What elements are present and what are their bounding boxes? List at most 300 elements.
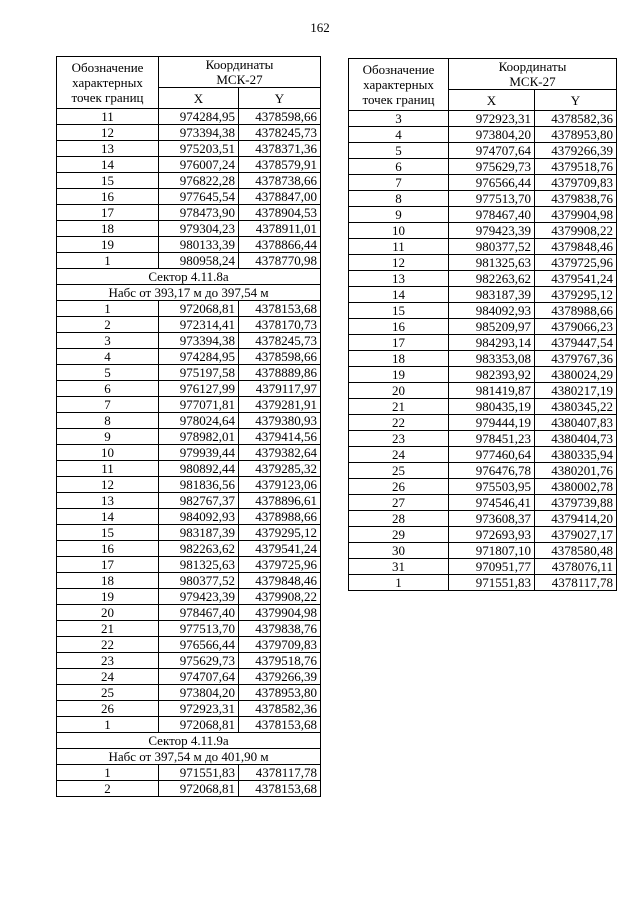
coordinates-table-left [56, 56, 321, 797]
coord-y: 4380002,78 [535, 479, 617, 495]
coord-y: 4379295,12 [535, 287, 617, 303]
table-row [349, 367, 617, 383]
point-number: 23 [349, 431, 449, 447]
coord-y: 4379709,83 [239, 637, 321, 653]
sector-title-row [57, 285, 321, 301]
coord-x: 978451,23 [449, 431, 535, 447]
point-number: 15 [349, 303, 449, 319]
coord-x: 981325,63 [159, 557, 239, 573]
point-number: 14 [349, 287, 449, 303]
coord-x: 985209,97 [449, 319, 535, 335]
coord-x: 971807,10 [449, 543, 535, 559]
table-row [57, 477, 321, 493]
point-number: 1 [57, 301, 159, 317]
header-label-line1: Обозначение [362, 62, 435, 77]
coord-x: 975503,95 [449, 479, 535, 495]
coord-x: 978024,64 [159, 413, 239, 429]
table-row [349, 543, 617, 559]
table-row [57, 541, 321, 557]
coord-x: 973804,20 [449, 127, 535, 143]
point-number: 10 [57, 445, 159, 461]
point-number: 1 [349, 575, 449, 591]
table-row [57, 653, 321, 669]
point-number: 24 [57, 669, 159, 685]
coord-x: 979423,39 [449, 223, 535, 239]
table-row [57, 717, 321, 733]
table-row [349, 319, 617, 335]
coord-x: 984092,93 [449, 303, 535, 319]
table-row [349, 351, 617, 367]
coord-x: 974707,64 [449, 143, 535, 159]
table-row [349, 303, 617, 319]
coord-y: 4378847,00 [239, 189, 321, 205]
coord-x: 981836,56 [159, 477, 239, 493]
coord-x: 972068,81 [159, 781, 239, 797]
header-y: Y [239, 88, 321, 109]
point-number: 17 [57, 205, 159, 221]
coord-x: 977513,70 [449, 191, 535, 207]
point-number: 8 [349, 191, 449, 207]
coord-y: 4379541,24 [239, 541, 321, 557]
table-row [57, 413, 321, 429]
coord-x: 977645,54 [159, 189, 239, 205]
coord-y: 4378988,66 [239, 509, 321, 525]
table-row [57, 429, 321, 445]
header-label-line2: характерных [363, 77, 434, 92]
coord-x: 982263,62 [449, 271, 535, 287]
coord-x: 972068,81 [159, 717, 239, 733]
coord-x: 980892,44 [159, 461, 239, 477]
coord-x: 982393,92 [449, 367, 535, 383]
point-number: 8 [57, 413, 159, 429]
coord-x: 974707,64 [159, 669, 239, 685]
sector-title-row [57, 749, 321, 765]
coord-x: 971551,83 [449, 575, 535, 591]
coord-x: 982263,62 [159, 541, 239, 557]
coord-x: 983187,39 [449, 287, 535, 303]
table-row [57, 141, 321, 157]
coord-x: 978467,40 [159, 605, 239, 621]
point-number: 7 [349, 175, 449, 191]
coord-y: 4378904,53 [239, 205, 321, 221]
coord-y: 4379414,56 [239, 429, 321, 445]
table-row [349, 271, 617, 287]
table-row [57, 333, 321, 349]
header-label-line2: характерных [72, 75, 143, 90]
header-coords-line1: Координаты [205, 57, 274, 72]
coord-y: 4378988,66 [535, 303, 617, 319]
coord-y: 4380345,22 [535, 399, 617, 415]
table-row [349, 191, 617, 207]
table-row [349, 479, 617, 495]
coord-y: 4378245,73 [239, 333, 321, 349]
point-number: 31 [349, 559, 449, 575]
coord-y: 4379518,76 [239, 653, 321, 669]
point-number: 20 [349, 383, 449, 399]
sector-title: Сектор 4.11.8а [57, 269, 321, 285]
coord-x: 973608,37 [449, 511, 535, 527]
coord-y: 4380407,83 [535, 415, 617, 431]
coord-y: 4378117,78 [239, 765, 321, 781]
coord-y: 4378911,01 [239, 221, 321, 237]
point-number: 1 [57, 253, 159, 269]
point-number: 3 [57, 333, 159, 349]
coord-x: 976007,24 [159, 157, 239, 173]
table-left-body [57, 109, 321, 797]
coord-y: 4378953,80 [239, 685, 321, 701]
point-number: 12 [57, 125, 159, 141]
point-number: 21 [349, 399, 449, 415]
coord-x: 974546,41 [449, 495, 535, 511]
coord-y: 4378896,61 [239, 493, 321, 509]
coord-x: 983187,39 [159, 525, 239, 541]
header-x: X [159, 88, 239, 109]
table-row [349, 127, 617, 143]
coord-y: 4380335,94 [535, 447, 617, 463]
point-number: 19 [349, 367, 449, 383]
coord-y: 4379414,20 [535, 511, 617, 527]
coord-y: 4379066,23 [535, 319, 617, 335]
coord-y: 4379848,46 [535, 239, 617, 255]
coord-x: 976566,44 [449, 175, 535, 191]
point-number: 13 [57, 141, 159, 157]
point-number: 13 [57, 493, 159, 509]
table-row [349, 255, 617, 271]
point-number: 9 [57, 429, 159, 445]
coord-y: 4379838,76 [239, 621, 321, 637]
coord-y: 4378770,98 [239, 253, 321, 269]
coord-y: 4378889,86 [239, 365, 321, 381]
point-number: 1 [57, 717, 159, 733]
table-row [349, 383, 617, 399]
coordinates-table-right [348, 58, 617, 591]
point-number: 3 [349, 111, 449, 127]
coord-x: 972314,41 [159, 317, 239, 333]
table-row [57, 301, 321, 317]
coord-y: 4379123,06 [239, 477, 321, 493]
point-number: 25 [349, 463, 449, 479]
point-number: 14 [57, 509, 159, 525]
table-row [349, 575, 617, 591]
coord-y: 4379295,12 [239, 525, 321, 541]
coord-x: 979423,39 [159, 589, 239, 605]
coord-x: 978467,40 [449, 207, 535, 223]
table-row [349, 223, 617, 239]
point-number: 12 [57, 477, 159, 493]
coord-x: 979939,44 [159, 445, 239, 461]
point-number: 11 [349, 239, 449, 255]
coord-y: 4379908,22 [535, 223, 617, 239]
coord-x: 976566,44 [159, 637, 239, 653]
coord-y: 4379908,22 [239, 589, 321, 605]
sector-title-row [57, 733, 321, 749]
point-number: 12 [349, 255, 449, 271]
table-row [57, 605, 321, 621]
coord-y: 4378738,66 [239, 173, 321, 189]
table-row [57, 525, 321, 541]
coord-x: 973394,38 [159, 125, 239, 141]
point-number: 22 [57, 637, 159, 653]
coord-x: 972923,31 [159, 701, 239, 717]
table-row [349, 399, 617, 415]
table-row [57, 445, 321, 461]
coord-y: 4379709,83 [535, 175, 617, 191]
coord-x: 980377,52 [449, 239, 535, 255]
table-row [349, 415, 617, 431]
table-row [57, 621, 321, 637]
table-row [57, 397, 321, 413]
table-row [57, 461, 321, 477]
coord-x: 981325,63 [449, 255, 535, 271]
table-row [57, 157, 321, 173]
coord-y: 4380217,19 [535, 383, 617, 399]
point-number: 27 [349, 495, 449, 511]
point-number: 17 [349, 335, 449, 351]
coord-y: 4380201,76 [535, 463, 617, 479]
coord-x: 971551,83 [159, 765, 239, 781]
coord-y: 4379904,98 [239, 605, 321, 621]
table-row [57, 221, 321, 237]
coord-x: 981419,87 [449, 383, 535, 399]
coord-x: 980435,19 [449, 399, 535, 415]
coord-y: 4379117,97 [239, 381, 321, 397]
table-row [57, 589, 321, 605]
coord-x: 984092,93 [159, 509, 239, 525]
table-row [57, 765, 321, 781]
coord-y: 4379904,98 [535, 207, 617, 223]
header-coordinates [159, 57, 321, 88]
coord-y: 4378580,48 [535, 543, 617, 559]
table-row [57, 349, 321, 365]
table-row [349, 511, 617, 527]
table-row [57, 365, 321, 381]
table-row [57, 573, 321, 589]
coord-y: 4379725,96 [535, 255, 617, 271]
point-number: 16 [349, 319, 449, 335]
point-number: 25 [57, 685, 159, 701]
table-row [57, 317, 321, 333]
coord-y: 4379266,39 [239, 669, 321, 685]
point-number: 2 [57, 781, 159, 797]
point-number: 21 [57, 621, 159, 637]
coord-x: 982767,37 [159, 493, 239, 509]
point-number: 18 [349, 351, 449, 367]
table-row [57, 781, 321, 797]
coord-x: 976476,78 [449, 463, 535, 479]
coord-x: 979304,23 [159, 221, 239, 237]
point-number: 28 [349, 511, 449, 527]
coord-x: 979444,19 [449, 415, 535, 431]
point-number: 16 [57, 189, 159, 205]
coord-y: 4379266,39 [535, 143, 617, 159]
coord-y: 4378866,44 [239, 237, 321, 253]
coord-x: 974284,95 [159, 349, 239, 365]
coord-x: 973804,20 [159, 685, 239, 701]
point-number: 19 [57, 589, 159, 605]
table-row [349, 495, 617, 511]
point-number: 7 [57, 397, 159, 413]
point-number: 26 [57, 701, 159, 717]
header-coords-line2: МСК-27 [509, 74, 556, 89]
coord-y: 4379848,46 [239, 573, 321, 589]
point-number: 15 [57, 525, 159, 541]
point-number: 17 [57, 557, 159, 573]
coord-x: 976127,99 [159, 381, 239, 397]
header-label-line3: точек границ [71, 90, 144, 105]
coord-y: 4378371,36 [239, 141, 321, 157]
table-right-body [349, 111, 617, 591]
coord-x: 983353,08 [449, 351, 535, 367]
sector-title: Сектор 4.11.9а [57, 733, 321, 749]
table-row [57, 205, 321, 221]
coord-x: 978473,90 [159, 205, 239, 221]
point-number: 18 [57, 573, 159, 589]
header-label-line1: Обозначение [71, 60, 144, 75]
point-number: 5 [349, 143, 449, 159]
point-number: 5 [57, 365, 159, 381]
table-row [349, 287, 617, 303]
table-row [57, 509, 321, 525]
header-point-label [349, 59, 449, 111]
point-number: 11 [57, 109, 159, 125]
page-number: 162 [310, 20, 330, 35]
coord-x: 984293,14 [449, 335, 535, 351]
point-number: 13 [349, 271, 449, 287]
coord-y: 4379281,91 [239, 397, 321, 413]
point-number: 6 [349, 159, 449, 175]
header-y: Y [535, 90, 617, 111]
point-number: 22 [349, 415, 449, 431]
coord-x: 975629,73 [449, 159, 535, 175]
coord-y: 4379838,76 [535, 191, 617, 207]
coord-y: 4378117,78 [535, 575, 617, 591]
point-number: 20 [57, 605, 159, 621]
table-row [349, 559, 617, 575]
coord-y: 4379285,32 [239, 461, 321, 477]
coord-x: 975203,51 [159, 141, 239, 157]
table-row [349, 463, 617, 479]
coord-y: 4378076,11 [535, 559, 617, 575]
coord-x: 978982,01 [159, 429, 239, 445]
point-number: 2 [57, 317, 159, 333]
coord-y: 4379518,76 [535, 159, 617, 175]
table-row [57, 557, 321, 573]
coord-x: 975629,73 [159, 653, 239, 669]
coord-x: 977460,64 [449, 447, 535, 463]
coord-y: 4378598,66 [239, 109, 321, 125]
coord-y: 4378598,66 [239, 349, 321, 365]
table-row [349, 111, 617, 127]
coord-y: 4378170,73 [239, 317, 321, 333]
coord-y: 4379541,24 [535, 271, 617, 287]
coord-x: 980377,52 [159, 573, 239, 589]
point-number: 10 [349, 223, 449, 239]
table-row [349, 143, 617, 159]
point-number: 24 [349, 447, 449, 463]
coord-x: 972923,31 [449, 111, 535, 127]
coord-y: 4379767,36 [535, 351, 617, 367]
point-number: 18 [57, 221, 159, 237]
coord-y: 4380404,73 [535, 431, 617, 447]
coord-y: 4378153,68 [239, 717, 321, 733]
point-number: 6 [57, 381, 159, 397]
table-row [57, 637, 321, 653]
coord-y: 4379382,64 [239, 445, 321, 461]
coord-x: 974284,95 [159, 109, 239, 125]
coord-x: 970951,77 [449, 559, 535, 575]
header-coordinates [449, 59, 617, 90]
coord-y: 4380024,29 [535, 367, 617, 383]
table-row [57, 109, 321, 125]
coord-x: 980958,24 [159, 253, 239, 269]
header-coords-line2: МСК-27 [216, 72, 263, 87]
table-row [349, 159, 617, 175]
coord-y: 4378953,80 [535, 127, 617, 143]
coord-y: 4378153,68 [239, 781, 321, 797]
coord-x: 977071,81 [159, 397, 239, 413]
coord-y: 4378153,68 [239, 301, 321, 317]
coord-y: 4378245,73 [239, 125, 321, 141]
table-row [57, 237, 321, 253]
sector-title: Набс от 397,54 м до 401,90 м [57, 749, 321, 765]
table-row [57, 685, 321, 701]
point-number: 14 [57, 157, 159, 173]
table-row [349, 335, 617, 351]
point-number: 30 [349, 543, 449, 559]
table-row [349, 207, 617, 223]
coord-x: 977513,70 [159, 621, 239, 637]
table-row [349, 175, 617, 191]
point-number: 9 [349, 207, 449, 223]
coord-x: 980133,39 [159, 237, 239, 253]
point-number: 11 [57, 461, 159, 477]
coord-x: 975197,58 [159, 365, 239, 381]
coord-y: 4378582,36 [239, 701, 321, 717]
table-row [349, 527, 617, 543]
coord-y: 4378579,91 [239, 157, 321, 173]
coord-y: 4378582,36 [535, 111, 617, 127]
point-number: 26 [349, 479, 449, 495]
coord-x: 976822,28 [159, 173, 239, 189]
coord-x: 972693,93 [449, 527, 535, 543]
table-row [349, 447, 617, 463]
coord-y: 4379447,54 [535, 335, 617, 351]
point-number: 16 [57, 541, 159, 557]
table-row [57, 125, 321, 141]
table-row [349, 431, 617, 447]
table-row [57, 381, 321, 397]
coord-y: 4379739,88 [535, 495, 617, 511]
coord-y: 4379725,96 [239, 557, 321, 573]
coord-x: 972068,81 [159, 301, 239, 317]
point-number: 4 [57, 349, 159, 365]
coord-x: 973394,38 [159, 333, 239, 349]
sector-title-row [57, 269, 321, 285]
coord-y: 4379380,93 [239, 413, 321, 429]
point-number: 29 [349, 527, 449, 543]
table-row [57, 189, 321, 205]
header-point-label [57, 57, 159, 109]
point-number: 15 [57, 173, 159, 189]
table-row [349, 239, 617, 255]
header-label-line3: точек границ [362, 92, 435, 107]
point-number: 4 [349, 127, 449, 143]
header-x: X [449, 90, 535, 111]
point-number: 23 [57, 653, 159, 669]
point-number: 1 [57, 765, 159, 781]
point-number: 19 [57, 237, 159, 253]
sector-title: Набс от 393,17 м до 397,54 м [57, 285, 321, 301]
